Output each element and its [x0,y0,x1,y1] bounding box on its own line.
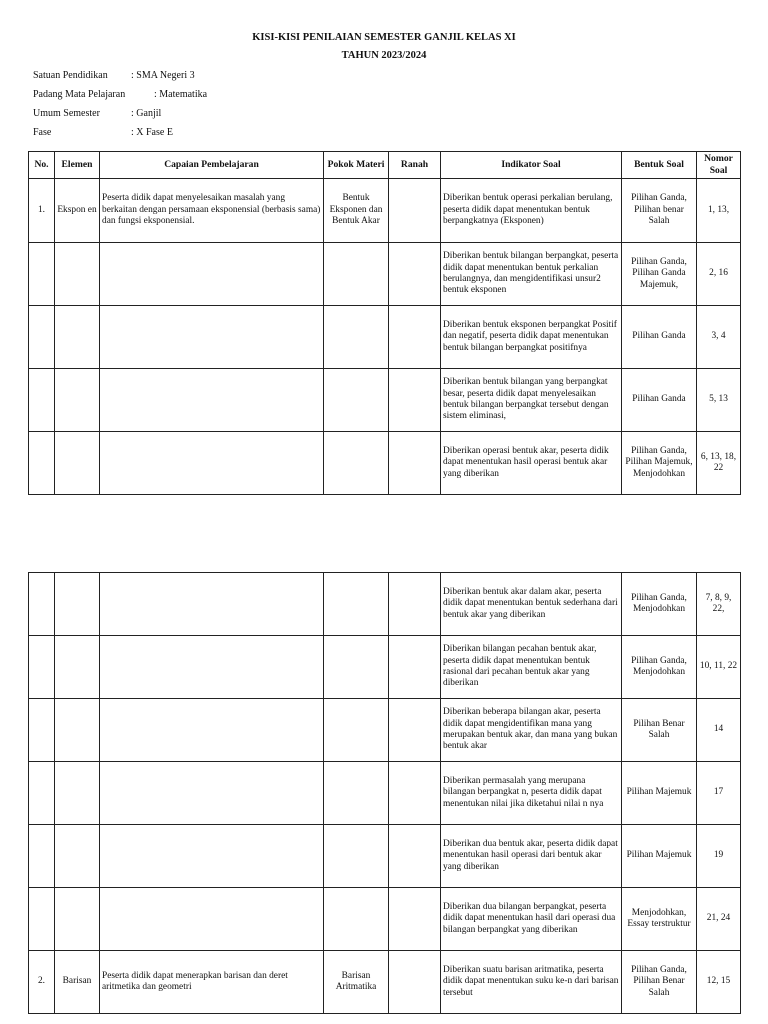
cell-no: 2. [29,951,55,1014]
cell-nomor: 5, 13 [697,369,741,432]
meta-value: : SMA Negeri 3 [131,70,195,81]
cell-elemen [55,306,100,369]
cell-pokok [324,573,389,636]
document-title: KISI-KISI PENILAIAN SEMESTER GANJIL KELAS XI [252,32,516,43]
table-row [29,306,741,369]
cell-nomor: 3, 4 [697,306,741,369]
cell-nomor: 14 [697,699,741,762]
cell-bentuk: Pilihan Ganda, Pilihan benar Salah [622,179,697,243]
cell-no [29,432,55,495]
cell-no [29,306,55,369]
cell-pokok: Barisan Aritmatika [324,951,389,1014]
cell-ranah [389,762,441,825]
cell-elemen: Ekspon en [55,179,100,243]
header-pokok: Pokok Materi [324,152,389,179]
cell-pokok [324,636,389,699]
cell-bentuk: Pilihan Ganda, Pilihan Majemuk, Menjodohkan [622,432,697,495]
cell-capaian [100,573,324,636]
meta-key: Padang Mata Pelajaran [33,89,126,100]
table-row [29,762,741,825]
cell-pokok [324,243,389,306]
cell-capaian [100,699,324,762]
cell-no [29,888,55,951]
cell-no [29,825,55,888]
table-row [29,825,741,888]
cell-indikator: Diberikan dua bentuk akar, peserta didik dapat menentukan hasil operasi dari bentuk akar yang diberikan [441,825,622,888]
table-row [29,636,741,699]
cell-no [29,762,55,825]
header-elemen: Elemen [55,152,100,179]
cell-bentuk: Pilihan Ganda, Pilihan Ganda Majemuk, [622,243,697,306]
header-indikator: Indikator Soal [441,152,622,179]
cell-indikator: Diberikan suatu barisan aritmatika, peserta didik dapat menentukan suku ke-n dari barisan tersebut [441,951,622,1014]
cell-elemen [55,888,100,951]
header-no: No. [29,152,55,179]
cell-capaian [100,306,324,369]
cell-nomor: 6, 13, 18, 22 [697,432,741,495]
cell-pokok [324,369,389,432]
cell-capaian: Peserta didik dapat menerapkan barisan dan deret aritmetika dan geometri [100,951,324,1014]
cell-bentuk: Menjodohkan, Essay terstruktur [622,888,697,951]
cell-indikator: Diberikan operasi bentuk akar, peserta didik dapat menentukan hasil operasi bentuk akar yang diberikan [441,432,622,495]
cell-nomor: 19 [697,825,741,888]
cell-capaian [100,825,324,888]
cell-elemen [55,825,100,888]
cell-ranah [389,432,441,495]
cell-pokok [324,699,389,762]
cell-indikator: Diberikan bilangan pecahan bentuk akar, peserta didik dapat menentukan bentuk rasional dari pecahan bentuk akar yang diberikan [441,636,622,699]
cell-capaian [100,243,324,306]
cell-capaian [100,636,324,699]
cell-ranah [389,636,441,699]
cell-pokok [324,306,389,369]
table-row [29,179,741,243]
cell-nomor: 1, 13, [697,179,741,243]
meta-key: Umum Semester [33,108,100,119]
cell-capaian [100,762,324,825]
cell-indikator: Diberikan bentuk akar dalam akar, peserta didik dapat menentukan bentuk sederhana dari bentuk akar yang diberikan [441,573,622,636]
cell-ranah [389,179,441,243]
cell-nomor: 17 [697,762,741,825]
cell-ranah [389,951,441,1014]
cell-indikator: Diberikan bentuk bilangan berpangkat, peserta didik dapat menentukan bentuk perkalian berulangnya, dan mengidentifikasi unsur2 bentuk eksponen [441,243,622,306]
cell-capaian [100,432,324,495]
header-bentuk: Bentuk Soal [622,152,697,179]
cell-nomor: 12, 15 [697,951,741,1014]
cell-bentuk: Pilihan Ganda, Menjodohkan [622,636,697,699]
kisi-kisi-table-page1 [28,151,741,495]
cell-no [29,636,55,699]
table-row [29,369,741,432]
meta-value: : Ganjil [131,108,162,119]
table-row [29,699,741,762]
cell-ranah [389,573,441,636]
cell-no: 1. [29,179,55,243]
cell-ranah [389,369,441,432]
cell-pokok [324,762,389,825]
cell-indikator: Diberikan beberapa bilangan akar, peserta didik dapat mengidentifikan mana yang merupakan bentuk akar, dan mana yang bukan bentuk akar [441,699,622,762]
table-header-row [29,152,741,179]
meta-key: Satuan Pendidikan [33,70,108,81]
cell-nomor: 10, 11, 22 [697,636,741,699]
cell-elemen [55,369,100,432]
table-row [29,243,741,306]
cell-capaian [100,888,324,951]
cell-nomor: 21, 24 [697,888,741,951]
cell-nomor: 7, 8, 9, 22, [697,573,741,636]
cell-indikator: Diberikan permasalah yang merupana bilangan berpangkat n, peserta didik dapat menentukan nilai jika diketahui nilai n nya [441,762,622,825]
meta-value: : X Fase E [131,127,173,138]
cell-no [29,243,55,306]
cell-pokok [324,888,389,951]
cell-indikator: Diberikan bentuk operasi perkalian berulang, peserta didik dapat menentukan bentuk berpangkatnya (Eksponen) [441,179,622,243]
cell-elemen [55,636,100,699]
kisi-kisi-table-page2 [28,572,741,1014]
header-nomor: Nomor Soal [697,152,741,179]
cell-ranah [389,306,441,369]
table-row [29,432,741,495]
cell-elemen [55,762,100,825]
cell-elemen: Barisan [55,951,100,1014]
header-capaian: Capaian Pembelajaran [100,152,324,179]
table-row [29,573,741,636]
cell-indikator: Diberikan bentuk eksponen berpangkat Positif dan negatif, peserta didik dapat menentukan bentuk bilangan berpangkat positifnya [441,306,622,369]
meta-value: : Matematika [154,89,208,100]
cell-bentuk: Pilihan Majemuk [622,762,697,825]
cell-elemen [55,432,100,495]
cell-bentuk: Pilihan Benar Salah [622,699,697,762]
cell-ranah [389,888,441,951]
cell-no [29,699,55,762]
cell-pokok: Bentuk Eksponen dan Bentuk Akar [324,179,389,243]
cell-ranah [389,699,441,762]
cell-pokok [324,432,389,495]
cell-elemen [55,573,100,636]
meta-key: Fase [33,127,52,138]
cell-ranah [389,243,441,306]
cell-nomor: 2, 16 [697,243,741,306]
cell-ranah [389,825,441,888]
cell-bentuk: Pilihan Ganda [622,369,697,432]
cell-bentuk: Pilihan Majemuk [622,825,697,888]
cell-capaian: Peserta didik dapat menyelesaikan masalah yang berkaitan dengan persamaan eksponensial (berbasis sama) dan fungsi eksponensial. [100,179,324,243]
header-ranah: Ranah [389,152,441,179]
cell-no [29,573,55,636]
document-subtitle: TAHUN 2023/2024 [341,50,427,61]
cell-indikator: Diberikan bentuk bilangan yang berpangkat besar, peserta didik dapat menyelesaikan bentuk bilangan berpangkat tersebut dengan sistem eliminasi, [441,369,622,432]
table-row [29,888,741,951]
cell-indikator: Diberikan dua bilangan berpangkat, peserta didik dapat menentukan hasil dari operasi dua bilangan berpangkat yang diberikan [441,888,622,951]
cell-no [29,369,55,432]
cell-elemen [55,699,100,762]
cell-bentuk: Pilihan Ganda, Pilihan Benar Salah [622,951,697,1014]
cell-bentuk: Pilihan Ganda [622,306,697,369]
cell-bentuk: Pilihan Ganda, Menjodohkan [622,573,697,636]
table-row [29,951,741,1014]
cell-pokok [324,825,389,888]
cell-elemen [55,243,100,306]
cell-capaian [100,369,324,432]
